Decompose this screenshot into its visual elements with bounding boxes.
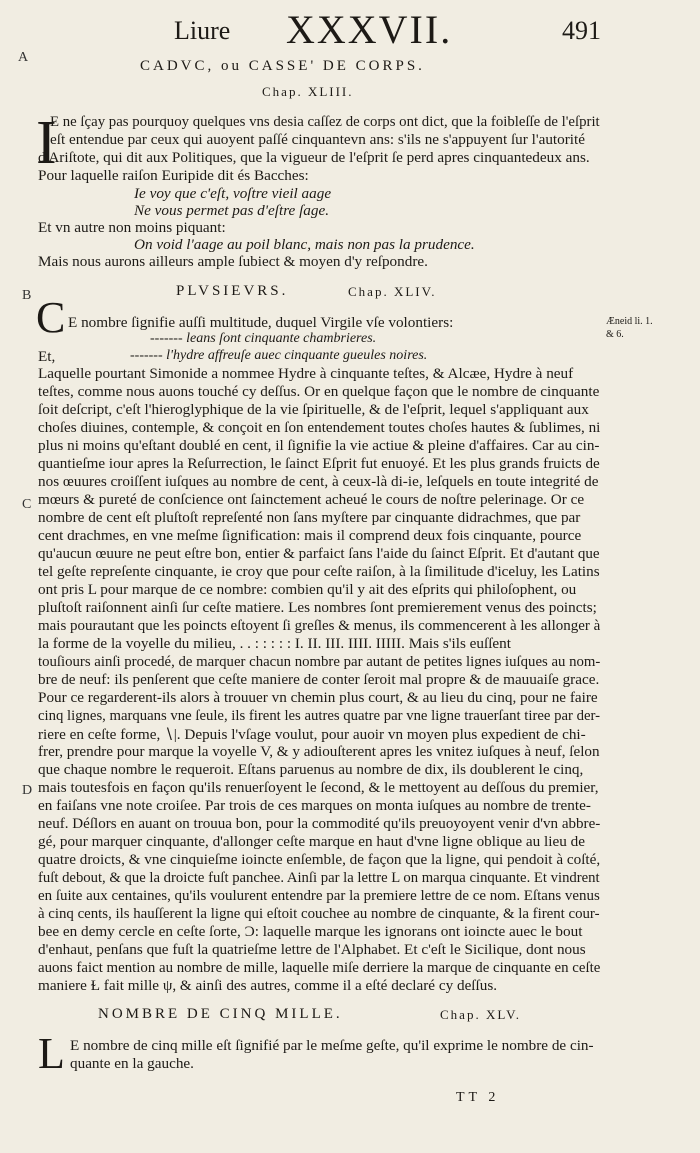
text-line: choſes diuines, contemple, & conçoit en ſon entendement toutes choſes hautes & ſublimes, ni — [38, 419, 601, 436]
text-line: quante en la gauche. — [70, 1055, 194, 1072]
margin-letter-c: C — [22, 497, 32, 512]
text-line: pluſtoſt raiſonnent ainſi ſur ceſte matiere. Les nombres ſont premierement venus des poincts; — [38, 599, 597, 616]
text-line: ont pris L pour marque de ce nombre: combien qu'il y ait des eſprits qui philoſophent, ou — [38, 581, 577, 598]
text-line: nos œuures croiſſent iuſques au nombre de cent, à ceux-là di-ie, leſquels en toute integrité de — [38, 473, 599, 490]
drop-cap-i: I — [36, 109, 57, 177]
running-header — [150, 6, 610, 52]
text-line: mœurs & pureté de conſcience ont ſainctement acheué le cours de noſtre pelerinage. Or ce — [38, 491, 585, 508]
text-line: en ſuite aux centaines, qu'ils voulurent entendre par la premiere lettre de ce nom. Eſtans venus — [38, 887, 600, 904]
margin-note-line: Æneid li. 1. — [606, 316, 653, 327]
text-line: d'Ariſtote, qui dit aux Politiques, que la vigueur de l'eſprit ſe perd apres cinquantedeux ans. — [38, 149, 590, 166]
margin-letter-d: D — [22, 783, 33, 798]
text-line: E nombre ſignifie auſſi multitude, duquel Virgile vſe volontiers: — [68, 314, 454, 331]
margin-note-line: & 6. — [606, 329, 624, 340]
text-line: qu'aucun œuure ne peut eſtre bon, entier & parfaict ſans l'aide du ſainct Eſprit. Et d'autant que — [38, 545, 600, 562]
book-number: XXXVII. — [286, 7, 453, 52]
page-number: 491 — [562, 16, 601, 45]
text-line: teſtes, comme nous auons touché cy deſſus. Or en quelque façon que le nombre de cinquante — [38, 383, 600, 400]
text-line: en faiſans vne note croiſee. Par trois de ces marques on monta iuſques au nombre de trente- — [38, 797, 591, 814]
text-line: Pour ce regarderent-ils alors à trouuer vn chemin plus court, & au lieu du cinq, pour ne faire — [38, 689, 598, 706]
text-line: à cinq cents, ils hauſſerent la ligne qui eſtoit couchee au nombre de cinquante, & la firent cour- — [38, 905, 600, 922]
text-line: riere en ceſte forme, ∖|. Depuis l'vſage voulut, pour auoir vn moyen plus expedient de chi- — [38, 726, 586, 743]
text-line: quatre droicts, & vne cinquieſme ioincte enſemble, de façon que la ligne, qui pendoit à coſté, — [38, 851, 601, 868]
text-line: Mais nous aurons ailleurs ample ſubiect & moyen d'y reſpondre. — [38, 253, 428, 270]
margin-letter-b: B — [22, 288, 32, 303]
text-line: bee en demy cercle en ceſte ſorte, Ɔ: laquelle marque les ignorans ont ioincte auec le bout — [38, 923, 583, 940]
catchword: TT 2 — [456, 1090, 500, 1105]
text-line: bre de neuf: ils penſerent que ceſte maniere de conter ſeroit mal propre & de mauuaiſe grace. — [38, 671, 600, 688]
margin-letter-a: A — [18, 50, 29, 65]
section-title-plusieurs: PLVSIEVRS. — [176, 283, 289, 299]
chapter-heading-43: Chap. XLIII. — [262, 84, 354, 99]
text-line: E ne ſçay pas pourquoy quelques vns desia caſſez de corps ont dict, que la foibleſſe de l'eſprit — [50, 113, 600, 130]
chapter-heading-45: Chap. XLV. — [440, 1007, 522, 1022]
section-title-cinq-mille: NOMBRE DE CINQ MILLE. — [98, 1006, 343, 1022]
text-line: cent drachmes, en vne meſme ſignification: mais il comprend deux fois cinquante, pource — [38, 527, 582, 544]
verse-line: Ie voy que c'eſt, voſtre vieil aage — [134, 185, 332, 202]
verse-line: ------- l'hydre affreuſe auec cinquante gueules noires. — [130, 348, 428, 363]
text-line: ſoit deſcript, c'eſt l'hieroglyphique de la vie ſpirituelle, & de l'eſprit, lequel s'appliquant aux — [38, 401, 589, 418]
text-line: E nombre de cinq mille eſt ſignifié par le meſme geſte, qu'il exprime le nombre de cin- — [70, 1037, 594, 1054]
text-line: la forme de la voyelle du milieu, . . : : : : : I. II. III. IIII. IIIII. Mais s'ils euſſent — [38, 635, 511, 652]
text-line: Et vn autre non moins piquant: — [38, 219, 226, 236]
text-line: touſiours ainſi procedé, de marquer chacun nombre par autant de petites lignes iuſques au nom- — [38, 653, 601, 670]
text-line: nombre de cent eſt pluſtoſt repreſenté non ſans myſtere par cinquante didrachmes, que par — [38, 509, 581, 526]
verse-prefix: Et, — [38, 348, 56, 365]
drop-cap-l: L — [38, 1029, 65, 1078]
text-line: tel geſte repreſente cinquante, ie croy que pour ceſte raiſon, à la ſimilitude d'iceluy, les Latins — [38, 563, 600, 580]
text-line: mais toutesfois en façon qu'ils renuerſoyent le ſecond, & le mettoyent au deſſous du premier, — [38, 779, 599, 796]
text-line: gé, pour marquer cinquante, d'allonger ceſte marque en haut d'vne ligne oblique au lieu de — [38, 833, 585, 850]
text-line: fuſt debout, & que la droicte fuſt panchee. Ainſi par la lettre L on marqua cinquante. Et vindrent — [38, 869, 600, 886]
text-line: eſt entendue par ceux qui auoyent paſſé cinquantevn ans: s'ils ne s'appuyent ſur l'autorité — [50, 131, 585, 148]
text-line: plus ni moins qu'eſtant doublé en cent, il ſignifie la vie actiue & pleine d'affaires. Car au cin- — [38, 437, 600, 454]
text-line: auons faict mention au nombre de mille, laquelle miſe derriere la marque de cinquante en ceſte — [38, 959, 601, 976]
verse-line: Ne vous permet pas d'eſtre ſage. — [134, 202, 330, 219]
text-line: cinq lignes, marquans vne ſeule, ils firent les autres quatre par vne ligne trauerſant tiree par der- — [38, 707, 600, 724]
text-line: Pour laquelle raiſon Euripide dit és Bacches: — [38, 167, 309, 184]
text-line: d'enhaut, penſans que fuſt la quatrieſme lettre de l'Alphabet. Et c'eſt le Sicilique, dont nous — [38, 941, 586, 958]
drop-cap-c: C — [36, 293, 66, 342]
running-title: Liure — [174, 16, 231, 45]
text-line: neuf. Déſlors en auant on trouua bon, pour la commodité qu'ils preuoyoyent venir d'vn abbre- — [38, 815, 601, 832]
chapter-heading-44: Chap. XLIV. — [348, 284, 437, 299]
text-line: Laquelle pourtant Simonide a nommee Hydre à cinquante teſtes, & Alcæe, Hydre à neuf — [38, 365, 574, 382]
text-line: frer, prendre pour marque la voyelle V, & y adiouſterent apres les vnitez iuſques à neuf, ſelon — [38, 743, 600, 760]
verse-line: On void l'aage au poil blanc, mais non pas la prudence. — [134, 236, 475, 253]
text-line: maniere Ɫ fait mille ψ, & ainſi des autres, comme il a eſté declaré cy deſſus. — [38, 977, 498, 994]
verse-line: ------- leans ſont cinquante chambrieres. — [150, 331, 377, 346]
text-line: que chaque nombre le requeroit. Eſtans paruenus au nombre de dix, ils doublerent le cinq, — [38, 761, 584, 778]
text-line: mais pourautant que les poincts eſtoyent ſi greſles & menus, ils commencerent à les allonger à — [38, 617, 601, 634]
section-title-cadvc: CADVC, ou CASSE' DE CORPS. — [140, 58, 425, 74]
text-line: quantieſme iour apres la Reſurrection, le ſainct Eſprit fut enuoyé. Et les plus grands fruicts de — [38, 455, 600, 472]
